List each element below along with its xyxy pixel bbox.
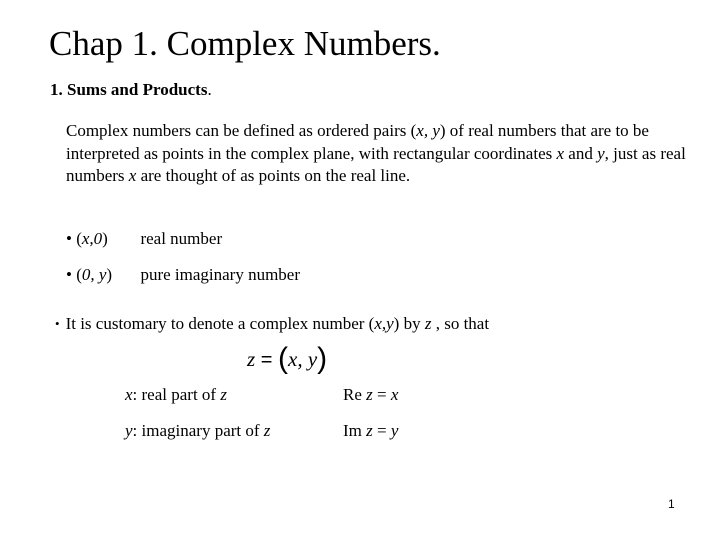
customary-text: It is customary to denote a complex number ( bbox=[65, 314, 375, 333]
bullet-real-number bbox=[66, 228, 222, 250]
intro-var-y: y bbox=[597, 143, 605, 163]
def-label: : imaginary part of bbox=[132, 421, 264, 440]
relation-eq: = bbox=[372, 385, 391, 404]
term-italic: 0, y bbox=[81, 265, 107, 284]
section-heading-text: 1. Sums and Products bbox=[50, 80, 208, 99]
def-of: z bbox=[263, 421, 271, 440]
formula-paren-open: ( bbox=[278, 342, 288, 375]
term-italic: x,0 bbox=[81, 229, 103, 248]
customary-var-z: z bbox=[424, 314, 432, 333]
relation-eq: = bbox=[372, 421, 391, 440]
formula-paren-close: ) bbox=[317, 342, 328, 375]
bullet-pure-imaginary bbox=[66, 264, 300, 286]
bullet-description: real number bbox=[140, 229, 223, 248]
bullet-marker: • bbox=[66, 265, 72, 284]
def-var: x bbox=[125, 385, 133, 404]
customary-text: , so that bbox=[431, 314, 490, 333]
relation-re-z bbox=[343, 384, 398, 406]
intro-text: ) of real numbers that are to be interpreted as points in the complex plane, with rectangular coordinates bbox=[66, 121, 649, 163]
bullet-term bbox=[76, 228, 136, 250]
formula-z-equals-xy bbox=[247, 342, 327, 375]
bullet-marker: • bbox=[55, 316, 60, 331]
formula-equals: = bbox=[260, 349, 273, 371]
customary-text: ) by bbox=[393, 314, 425, 333]
def-var: y bbox=[125, 421, 133, 440]
customary-var-xy: x,y bbox=[374, 314, 394, 333]
formula-lhs: z bbox=[247, 347, 256, 371]
paren-open: ( bbox=[76, 265, 82, 284]
relation-fn: Im bbox=[343, 421, 367, 440]
def-label: : real part of bbox=[132, 385, 221, 404]
bullet-customary bbox=[55, 313, 489, 336]
relation-im-z bbox=[343, 420, 398, 442]
paren-open: ( bbox=[76, 229, 82, 248]
bullet-term bbox=[76, 264, 136, 286]
relation-var: z bbox=[366, 385, 373, 404]
definition-real-part bbox=[125, 384, 227, 406]
intro-var-xy: x, y bbox=[416, 121, 440, 140]
paren-close: ) bbox=[106, 265, 113, 284]
relation-var: z bbox=[366, 421, 373, 440]
intro-var-x: x bbox=[128, 166, 137, 185]
paren-close: ) bbox=[102, 229, 108, 248]
intro-text: and bbox=[564, 143, 598, 163]
relation-val: x bbox=[390, 385, 399, 404]
intro-text: , just as real numbers bbox=[66, 143, 686, 185]
bullet-description: pure imaginary number bbox=[140, 265, 301, 284]
def-of: z bbox=[220, 385, 227, 404]
section-heading bbox=[50, 79, 212, 101]
intro-paragraph bbox=[66, 120, 686, 188]
relation-val: y bbox=[390, 421, 399, 440]
formula-args: x, y bbox=[288, 347, 318, 371]
slide-title: Chap 1. Complex Numbers. bbox=[49, 24, 441, 63]
section-heading-period: . bbox=[207, 80, 212, 99]
bullet-marker: • bbox=[66, 229, 72, 248]
intro-text: Complex numbers can be defined as ordered pairs ( bbox=[66, 121, 417, 140]
relation-fn: Re bbox=[343, 385, 367, 404]
intro-text: are thought of as points on the real line. bbox=[136, 166, 411, 185]
definition-imaginary-part bbox=[125, 420, 270, 442]
page-number: 1 bbox=[668, 497, 675, 511]
intro-var-x: x bbox=[556, 143, 565, 163]
